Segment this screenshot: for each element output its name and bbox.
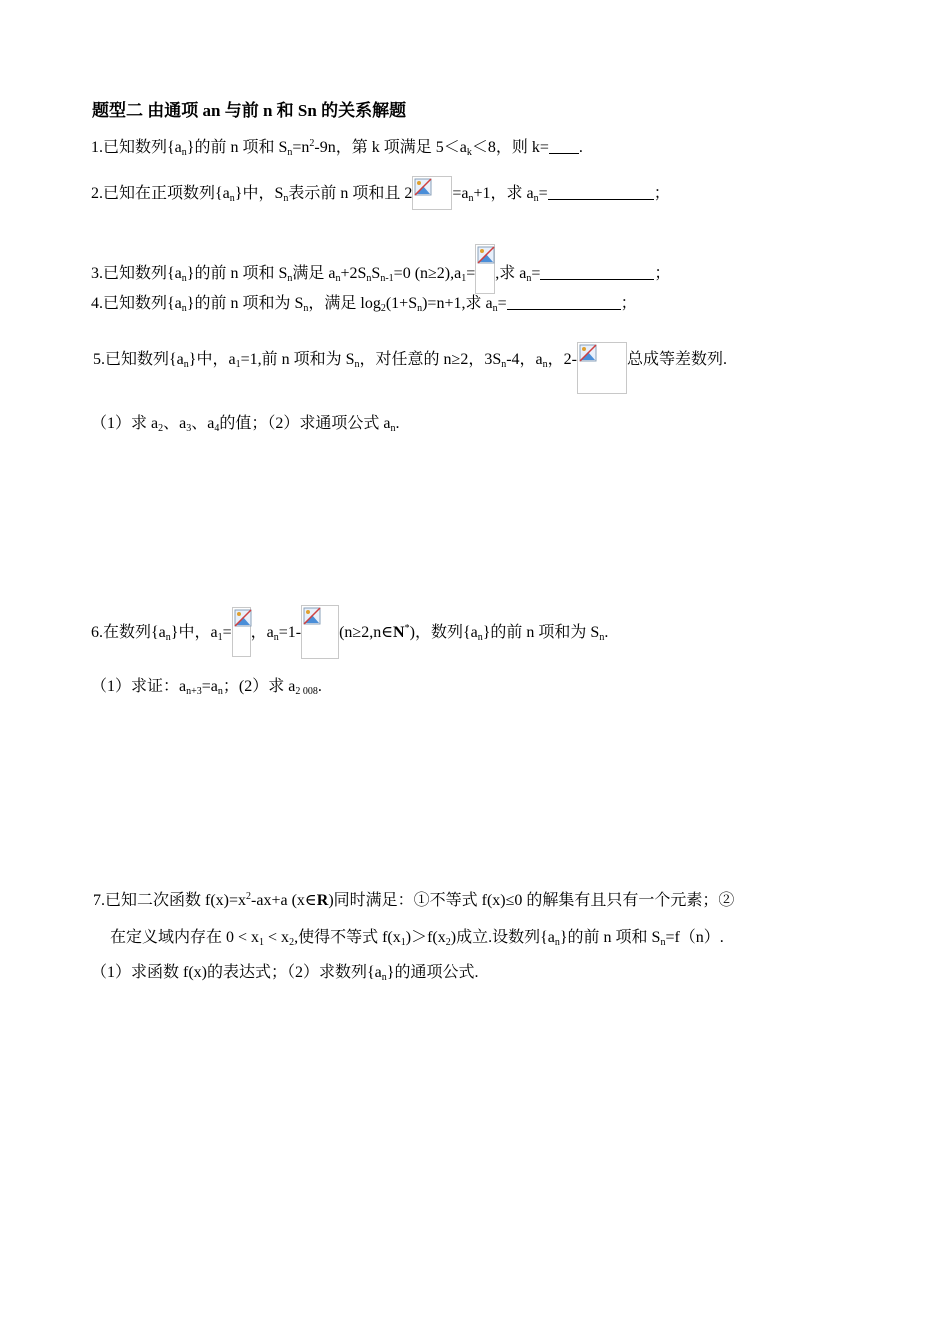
answer-blank bbox=[507, 293, 621, 310]
formula-image bbox=[475, 244, 495, 294]
question-5-parts: （1）求 $a_2$、$a_3$、$a_4$的值；（2）求通项公式 $a_n$. bbox=[91, 415, 400, 434]
broken-image-icon bbox=[477, 246, 495, 264]
question-3: 3.已知数列$\{a_n\}$的前 n 项和 $S_n$满足 $a_n+2S_nS_{n-1}=0$ $(n\ge 2),a_1=$ ,求 $a_n=$ ； bbox=[91, 244, 670, 294]
answer-blank bbox=[549, 137, 579, 154]
question-5: 5.已知数列$\{a_n\}$中，$a_1=1$,前 n 项和为 $S_n$，对任意的 n≥2，$3S_n-4$，$a_n$，2- 总成等差数列. bbox=[93, 342, 727, 394]
question-7: 7.已知二次函数 $f(x)=x^2-ax+a$ (x∈R)同时满足：①不等式 f(x)≤0 的解集有且只有一个元素；② bbox=[93, 891, 735, 909]
question-1: 1.已知数列$\{a_n\}$的前 n 项和 $S_n=n^2-9n$，第 k 项满足 $5<a_k<8$，则 k= . bbox=[91, 138, 583, 158]
formula-image bbox=[412, 176, 452, 210]
question-6-parts: （1）求证：$a_{n+3}=a_n$；(2）求 $a_{2 008}$. bbox=[91, 678, 322, 697]
section-heading: 题型二 由通项 an 与前 n 和 Sn 的关系解题 bbox=[92, 101, 407, 120]
question-7-line-2: 在定义域内存在 $0 < x_1 < x_2$,使得不等式 $f(x_1)>f(x_2)$成立.设数列$\{a_n\}$的前 n 项和 $S_n=f(n)$. bbox=[110, 929, 724, 948]
question-2: 2.已知在正项数列$\{a_n\}$中，$S_n$表示前 n 项和且 2 $=a_n+1$，求 $a_n=$ ； bbox=[91, 176, 670, 210]
formula-image bbox=[232, 607, 251, 657]
question-6: 6.在数列$\{a_n\}$中，$a_1=$ ，$a_n=1-$ (n≥2,n∈N*)，数列$\{a_n\}$的前 n 项和为 $S_n$. bbox=[91, 605, 608, 659]
question-4: 4.已知数列$\{a_n\}$的前 n 项和为 $S_n$，满足 $\log_2(1+S_n)=n+1$,求 $a_n=$ ； bbox=[91, 295, 637, 314]
question-7-parts: （1）求函数 f(x)的表达式；（2）求数列$\{a_n\}$的通项公式. bbox=[91, 964, 479, 983]
formula-image bbox=[301, 605, 339, 659]
formula-image bbox=[577, 342, 627, 394]
broken-image-icon bbox=[303, 607, 321, 625]
broken-image-icon bbox=[414, 178, 432, 196]
answer-blank bbox=[540, 263, 654, 280]
broken-image-icon bbox=[579, 344, 597, 362]
answer-blank bbox=[548, 183, 654, 200]
broken-image-icon bbox=[234, 609, 252, 627]
